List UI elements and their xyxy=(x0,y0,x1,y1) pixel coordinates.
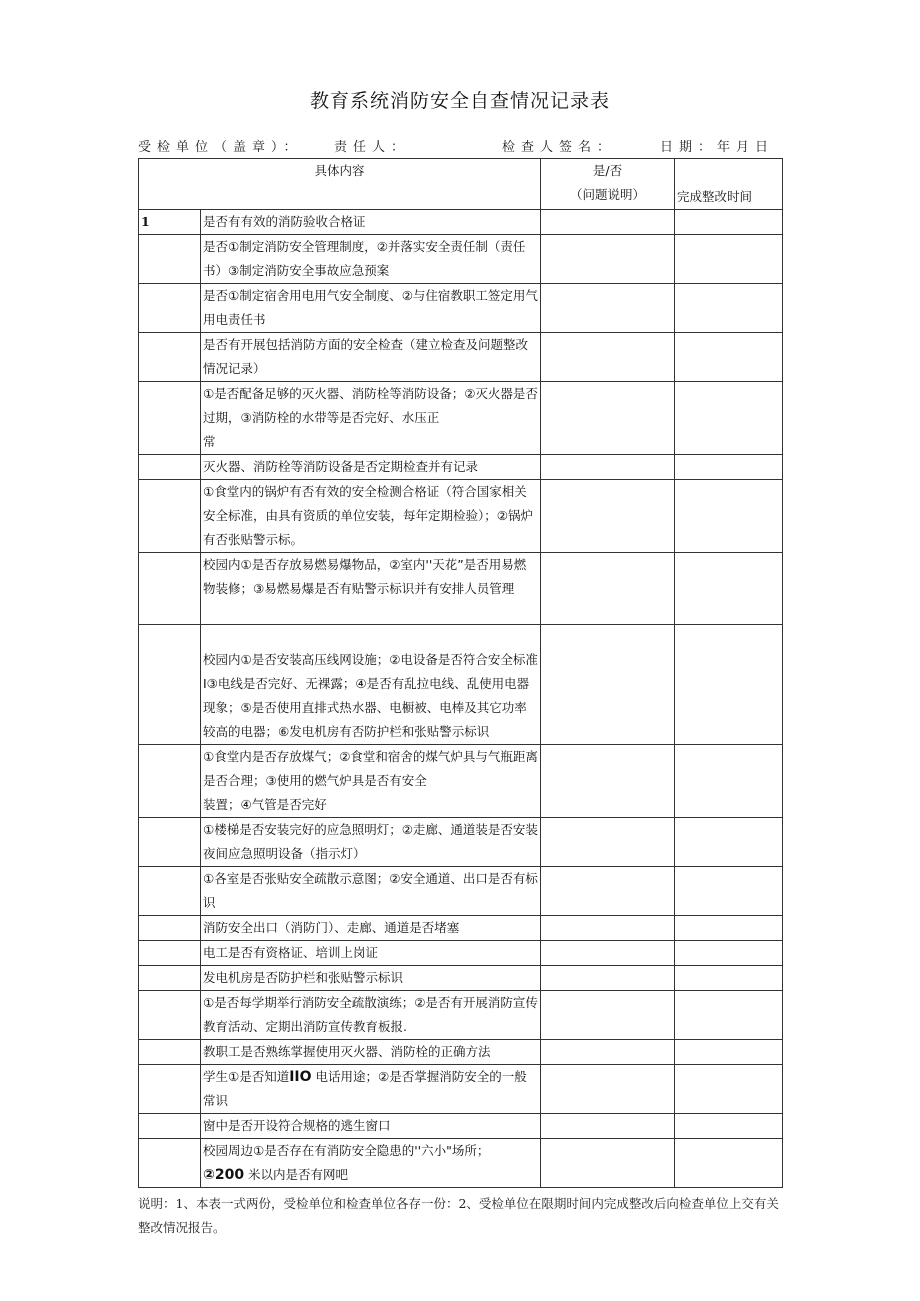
row-content: ①楼梯是否安装完好的应急照明灯；②走廊、通道装是否安装夜间应急照明设备（指示灯） xyxy=(201,818,541,867)
table-row xyxy=(139,941,783,966)
row-number xyxy=(139,745,201,818)
completion-time-cell[interactable] xyxy=(675,455,783,480)
yesno-cell[interactable] xyxy=(541,1139,675,1188)
row-content: 是否①制定消防安全管理制度，②并落实安全责任制（责任书）③制定消防安全事故应急预案 xyxy=(201,235,541,284)
row-number xyxy=(139,553,201,625)
yesno-cell[interactable] xyxy=(541,745,675,818)
row-content: 消防安全出口（消防门）、走廊、通道是否堵塞 xyxy=(201,916,541,941)
yesno-cell[interactable] xyxy=(541,480,675,553)
fire-number: IIO xyxy=(289,1069,312,1085)
header-content-cell: 具体内容 xyxy=(139,159,541,210)
yesno-cell[interactable] xyxy=(541,1040,675,1065)
yesno-cell[interactable] xyxy=(541,284,675,333)
yesno-cell[interactable] xyxy=(541,818,675,867)
row-content: 窗中是否开设符合规格的逃生窗口 xyxy=(201,1114,541,1139)
table-row xyxy=(139,382,783,455)
row-number xyxy=(139,480,201,553)
table-row xyxy=(139,210,783,235)
yesno-cell[interactable] xyxy=(541,867,675,916)
yesno-cell[interactable] xyxy=(541,991,675,1040)
yesno-cell[interactable] xyxy=(541,916,675,941)
table-row xyxy=(139,333,783,382)
row-number xyxy=(139,235,201,284)
row-content: ①各室是否张贴安全疏散示意图；②安全通道、出口是否有标识 xyxy=(201,867,541,916)
yesno-cell[interactable] xyxy=(541,235,675,284)
yesno-cell[interactable] xyxy=(541,1065,675,1114)
inspected-unit-label: 受检单位（盖章）： xyxy=(138,140,303,155)
footnote: 说明：1、本表一式两份，受检单位和检查单位各存一份：2、受检单位在限期时间内完成整改后向检查单位上交有关整改情况报告。 xyxy=(138,1196,779,1235)
completion-time-cell[interactable] xyxy=(675,210,783,235)
date-label: 日期：年月日 xyxy=(660,140,775,155)
inspector-signature-label: 检查人签名： xyxy=(502,140,617,155)
row-content: 校园内①是否存放易燃易爆物品，②室内''天花”是否用易燃物装修；③易燃易爆是否有贴警示标识并有安排人员管理 xyxy=(201,553,541,625)
header-problem-label: （问题说明） xyxy=(570,187,646,202)
row-number xyxy=(139,1139,201,1188)
completion-time-cell[interactable] xyxy=(675,333,783,382)
completion-time-cell[interactable] xyxy=(675,916,783,941)
completion-time-cell[interactable] xyxy=(675,480,783,553)
completion-time-cell[interactable] xyxy=(675,818,783,867)
row-content: 是否①制定宿舍用电用气安全制度、②与住宿教职工签定用气用电责任书 xyxy=(201,284,541,333)
row-number xyxy=(139,867,201,916)
row-number xyxy=(139,991,201,1040)
row-content: 教职工是否熟练掌握使用灭火器、消防栓的正确方法 xyxy=(201,1040,541,1065)
completion-time-cell[interactable] xyxy=(675,553,783,625)
inspection-table xyxy=(138,158,783,1188)
row-number xyxy=(139,1114,201,1139)
table-row xyxy=(139,235,783,284)
row-number xyxy=(139,818,201,867)
completion-time-cell[interactable] xyxy=(675,382,783,455)
header-completion-time-cell: 完成整改时间 xyxy=(675,159,783,210)
table-row xyxy=(139,991,783,1040)
row-number xyxy=(139,625,201,745)
row-content: ①是否每学期举行消防安全疏散演练；②是否有开展消防宣传教育活动、定期出消防宣传教育板报. xyxy=(201,991,541,1040)
yesno-cell[interactable] xyxy=(541,333,675,382)
row-content: 是否有有效的消防验收合格证 xyxy=(201,210,541,235)
header-yesno-cell xyxy=(541,159,675,210)
row-number xyxy=(139,382,201,455)
table-row xyxy=(139,1114,783,1139)
yesno-cell[interactable] xyxy=(541,553,675,625)
table-row xyxy=(139,455,783,480)
row-number xyxy=(139,455,201,480)
table-row xyxy=(139,1065,783,1114)
row-number xyxy=(139,284,201,333)
responsible-person-label: 责任人： xyxy=(334,140,411,155)
table-row xyxy=(139,1040,783,1065)
row-number xyxy=(139,333,201,382)
yesno-cell[interactable] xyxy=(541,1114,675,1139)
row-number xyxy=(139,966,201,991)
table-row xyxy=(139,818,783,867)
table-row xyxy=(139,625,783,745)
row-content-part: 学生①是否知道 xyxy=(203,1069,290,1084)
completion-time-cell[interactable] xyxy=(675,235,783,284)
row-number xyxy=(139,1040,201,1065)
row-content-part: 电话用途；②是否掌握消防安全的一般常识 xyxy=(203,1069,527,1108)
yesno-cell[interactable] xyxy=(541,382,675,455)
completion-time-cell[interactable] xyxy=(675,1065,783,1114)
row-number xyxy=(139,941,201,966)
page-title: 教育系统消防安全自查情况记录表 xyxy=(309,90,610,112)
completion-time-cell[interactable] xyxy=(675,867,783,916)
row-content: 灭火器、消防栓等消防设备是否定期检查并有记录 xyxy=(201,455,541,480)
row-number: 1 xyxy=(139,210,201,235)
completion-time-cell[interactable] xyxy=(675,1040,783,1065)
row-content: ①是否配备足够的灭火器、消防栓等消防设备；②灭火器是否过期，③消防栓的水带等是否完好、水压正 常 xyxy=(201,382,541,455)
row-content: 是否有开展包括消防方面的安全检查（建立检查及问题整改情况记录） xyxy=(201,333,541,382)
row-content-part: 米以内是否有网吧 xyxy=(244,1167,349,1182)
yesno-cell[interactable] xyxy=(541,966,675,991)
row-content-part: 校园周边①是否存在有消防安全隐患的''六小"场所； xyxy=(203,1143,490,1158)
yesno-cell[interactable] xyxy=(541,455,675,480)
yesno-cell[interactable] xyxy=(541,625,675,745)
row-content: 电工是否有资格证、培训上岗证 xyxy=(201,941,541,966)
table-row xyxy=(139,745,783,818)
table-row xyxy=(139,480,783,553)
completion-time-cell[interactable] xyxy=(675,991,783,1040)
row-content: ①食堂内的锅炉有否有效的安全检测合格证（符合国家相关安全标准，由具有资质的单位安装，每年定期检验）；②锅炉有否张贴警示标。 xyxy=(201,480,541,553)
table-row xyxy=(139,867,783,916)
completion-time-cell[interactable] xyxy=(675,745,783,818)
table-row xyxy=(139,916,783,941)
row-content xyxy=(201,1139,541,1188)
yesno-cell[interactable] xyxy=(541,941,675,966)
completion-time-cell[interactable] xyxy=(675,941,783,966)
row-content xyxy=(201,1065,541,1114)
row-number xyxy=(139,916,201,941)
row-content: 校园内①是否安装高压线网设施；②电设备是否符合安全标准I③电线是否完好、无裸露；④是否有乱拉电线、乱使用电器现象；⑤是否使用直排式热水器、电橱被、电棒及其它功率较高的电器；⑥发电机房有否防护栏和张贴警示标识 xyxy=(201,625,541,745)
header-yesno-label: 是/否 xyxy=(592,163,623,178)
table-row xyxy=(139,1139,783,1188)
completion-time-cell[interactable] xyxy=(675,1139,783,1188)
table-row xyxy=(139,966,783,991)
table-row xyxy=(139,553,783,625)
row-content: 发电机房是否防护栏和张贴警示标识 xyxy=(201,966,541,991)
row-number xyxy=(139,1065,201,1114)
row-content: ①食堂内是否存放煤气；②食堂和宿舍的煤气炉具与气瓶距离是否合理；③使用的燃气炉具是否有安全 装置；④气管是否完好 xyxy=(201,745,541,818)
completion-time-cell[interactable] xyxy=(675,625,783,745)
distance-number: ②200 xyxy=(203,1167,245,1183)
yesno-cell[interactable] xyxy=(541,210,675,235)
completion-time-cell[interactable] xyxy=(675,1114,783,1139)
completion-time-cell[interactable] xyxy=(675,284,783,333)
completion-time-cell[interactable] xyxy=(675,966,783,991)
header-info xyxy=(138,136,775,156)
table-header-row xyxy=(139,159,783,210)
table-row xyxy=(139,284,783,333)
